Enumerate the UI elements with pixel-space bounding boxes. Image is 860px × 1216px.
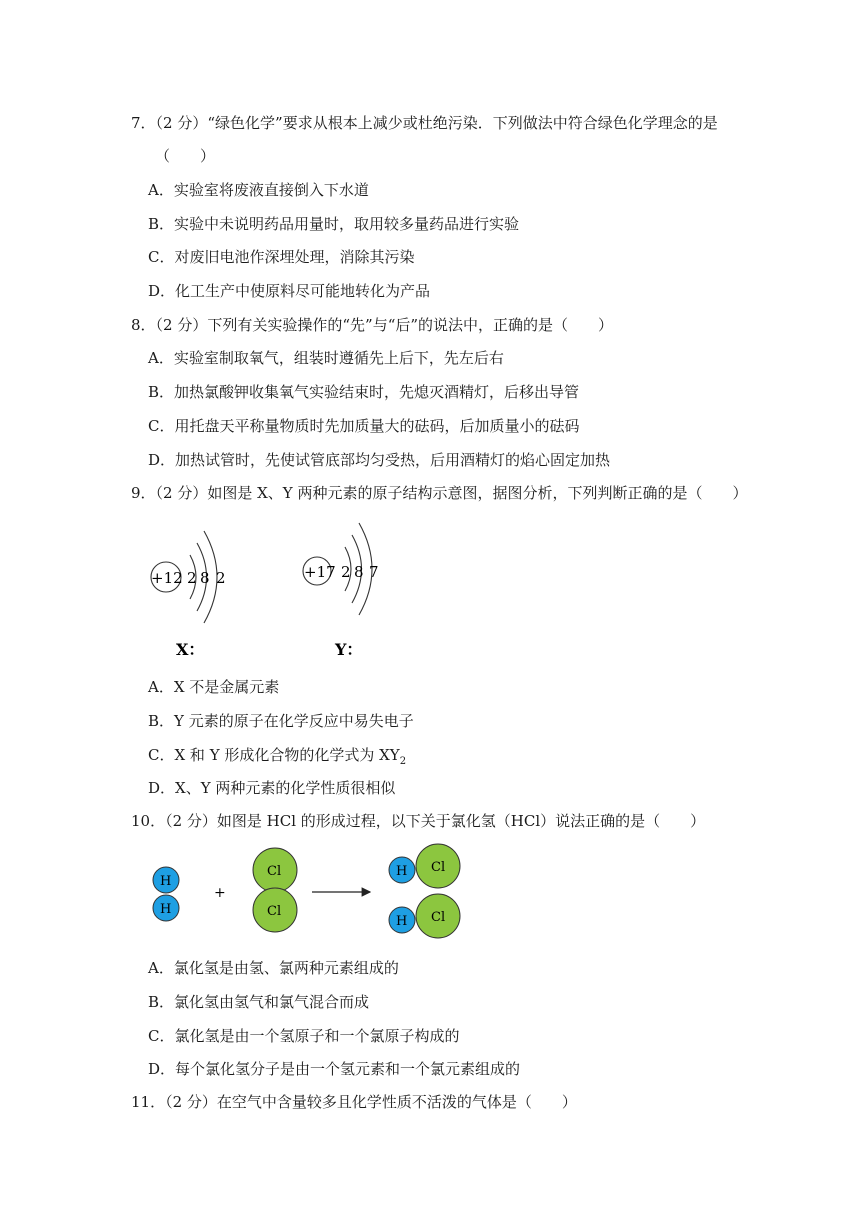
product-h-label-1: H: [396, 864, 408, 879]
atom-y-shell-3-count: 7: [369, 563, 379, 581]
question-9-option-d: D．X、Y 两种元素的化学性质很相似: [148, 779, 396, 797]
question-10-stem: 10．（2 分）如图是 HCl 的形成过程，以下关于氯化氢（HCl）说法正确的是（ ）: [131, 812, 706, 830]
question-9-stem: 9．（2 分）如图是 X、Y 两种元素的原子结构示意图，据图分析，下列判断正确的是（ ）: [131, 484, 748, 502]
atom-x-shell-1-count: 2: [187, 569, 197, 587]
question-7-stem: 7．（2 分）“绿色化学”要求从根本上减少或杜绝污染．下列做法中符合绿色化学理念的是: [131, 114, 718, 132]
question-9-option-b: B．Y 元素的原子在化学反应中易失电子: [148, 712, 414, 730]
question-7-option-b: B．实验中未说明药品用量时，取用较多量药品进行实验: [148, 215, 520, 233]
question-9-option-a: A．X 不是金属元素: [148, 678, 280, 696]
atom-y-nucleus-charge: +17: [304, 563, 336, 581]
atom-y-label: Y：: [335, 640, 363, 659]
reactant-cl-label-1: Cl: [267, 864, 282, 879]
atom-y-shell-1-count: 2: [341, 563, 351, 581]
hcl-formation-diagram: [140, 842, 480, 942]
atom-x-nucleus-charge: +12: [151, 569, 183, 587]
question-8-option-b: B．加热氯酸钾收集氧气实验结束时，先熄灭酒精灯，后移出导管: [148, 383, 580, 401]
question-7-answer-blank: （ ）: [155, 147, 216, 165]
reactant-h-label-1: H: [160, 874, 172, 889]
atomic-structure-diagram: [140, 515, 400, 665]
question-7-option-a: A．实验室将废液直接倒入下水道: [148, 181, 369, 199]
atom-x-label: X：: [176, 640, 205, 659]
question-7-option-d: D．化工生产中使原料尽可能地转化为产品: [148, 282, 431, 300]
question-8-option-c: C．用托盘天平称量物质时先加质量大的砝码，后加质量小的砝码: [148, 417, 580, 435]
atom-x-shell-3-count: 2: [216, 569, 226, 587]
product-cl-label-2: Cl: [431, 910, 446, 925]
question-7-option-c: C．对废旧电池作深埋处理，消除其污染: [148, 248, 415, 266]
atom-x-shell-2-count: 8: [200, 569, 210, 587]
product-h-label-2: H: [396, 914, 408, 929]
question-10-option-d: D．每个氯化氢分子是由一个氢元素和一个氯元素组成的: [148, 1060, 521, 1078]
question-10-option-c: C．氯化氢是由一个氢原子和一个氯原子构成的: [148, 1027, 460, 1045]
question-9-option-c-subscript: 2: [399, 756, 407, 767]
question-11-stem: 11．（2 分）在空气中含量较多且化学性质不活泼的气体是（ ）: [131, 1093, 577, 1111]
reactant-cl-label-2: Cl: [267, 904, 282, 919]
atom-y-shell-2-count: 8: [354, 563, 364, 581]
question-9-option-c: [148, 744, 406, 767]
question-8-option-a: A．实验室制取氧气，组装时遵循先上后下，先左后右: [148, 349, 504, 367]
product-cl-label-1: Cl: [431, 860, 446, 875]
plus-sign: +: [214, 885, 226, 901]
question-8-option-d: D．加热试管时，先使试管底部均匀受热，后用酒精灯的焰心固定加热: [148, 451, 611, 469]
question-10-option-b: B．氯化氢由氢气和氯气混合而成: [148, 993, 370, 1011]
question-8-stem: 8．（2 分）下列有关实验操作的“先”与“后”的说法中，正确的是（ ）: [131, 316, 614, 334]
question-10-option-a: A．氯化氢是由氢、氯两种元素组成的: [148, 959, 399, 977]
question-9-option-c-text: C．X 和 Y 形成化合物的化学式为 XY: [148, 746, 400, 764]
reactant-h-label-2: H: [160, 902, 172, 917]
